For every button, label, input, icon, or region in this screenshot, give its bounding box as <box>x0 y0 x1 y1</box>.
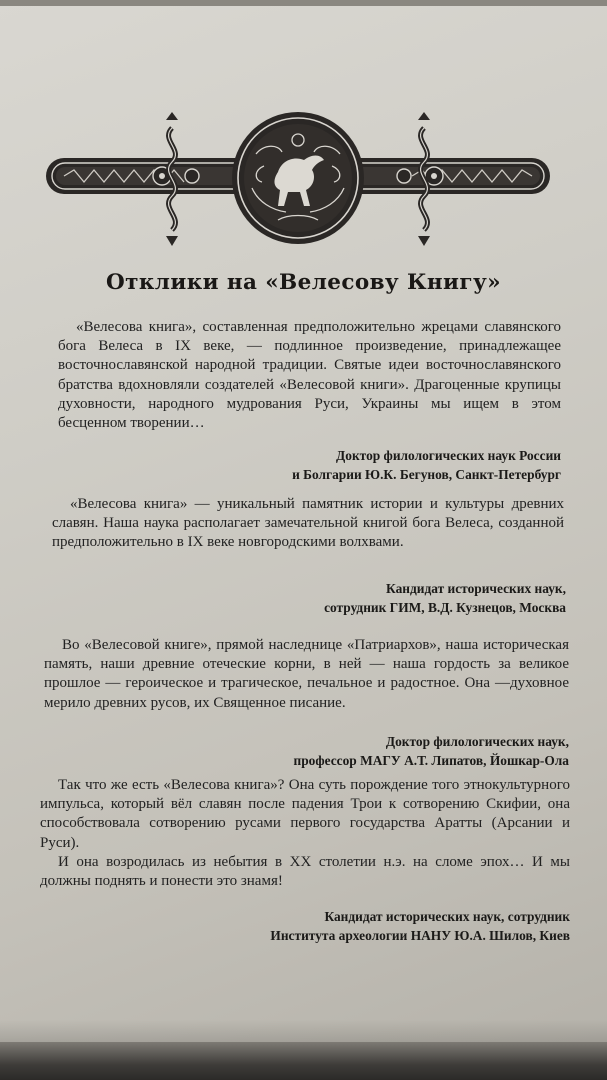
attribution-line: Кандидат исторических наук, <box>386 581 566 596</box>
page-bottom-edge <box>0 1042 607 1080</box>
review-attribution-1 <box>200 446 561 484</box>
page-title: Отклики на «Велесову Книгу» <box>106 270 501 295</box>
review-text-4b: И она возродилась из небытия в XX столетии н.э. на сломе эпох… И мы должны поднять и понести это знамя! <box>40 853 570 890</box>
attribution-line: профессор МАГУ А.Т. Липатов, Йошкар-Ола <box>293 753 569 768</box>
attribution-line: Доктор филологических наук, <box>385 734 569 749</box>
review-text-3: Во «Велесовой книге», прямой наследнице «Патриархов», наша историческая память, наши древние отеческие корни, в ней — наша гордость за великое прошлое — героическое и трагическое, печальное и радостное. Она —духовное мерило древних русов, их Священное писание. <box>44 637 569 711</box>
review-quote-3 <box>44 636 569 713</box>
attribution-line: и Болгарии Ю.К. Бегунов, Санкт-Петербург <box>292 467 561 482</box>
attribution-line: Института археологии НАНУ Ю.А. Шилов, Киев <box>270 928 570 943</box>
review-attribution-4 <box>120 907 570 945</box>
review-text-4a: Так что же есть «Велесова книга»? Она суть порождение того этнокультурного импульса, который вёл славян после падения Трои к сотворению Скифии, она способствовала сотворению русами первого государства Аратты (Арсании и Руси). <box>40 777 570 851</box>
ornamental-headpiece-icon <box>42 110 554 250</box>
review-text-1: «Велесова книга», составленная предположительно жрецами славянского бога Велеса в IX веке, — подлинное произведение, принадлежащее восточнославянской народной традиции. Святые идеи восточнославянского братства вдохновляли создателей «Велесовой книги». Драгоценные крупицы духовности, народного мудрования Руси, Украины мы ищем в этом бесценном творении… <box>58 319 561 432</box>
review-quote-2 <box>52 495 564 553</box>
review-quote-4 <box>40 776 570 891</box>
review-attribution-3 <box>150 732 569 770</box>
page-top-edge <box>0 0 607 6</box>
attribution-line: Доктор филологических наук России <box>336 448 561 463</box>
attribution-line: Кандидат исторических наук, сотрудник <box>324 909 570 924</box>
review-attribution-2 <box>180 579 566 617</box>
review-quote-1 <box>58 318 561 433</box>
review-text-2: «Велесова книга» — уникальный памятник истории и культуры древних славян. Наша наука располагает замечательной книгой бога Велеса, созданной предположительно в IX веке новгородскими волхвами. <box>52 496 564 551</box>
attribution-line: сотрудник ГИМ, В.Д. Кузнецов, Москва <box>324 600 566 615</box>
